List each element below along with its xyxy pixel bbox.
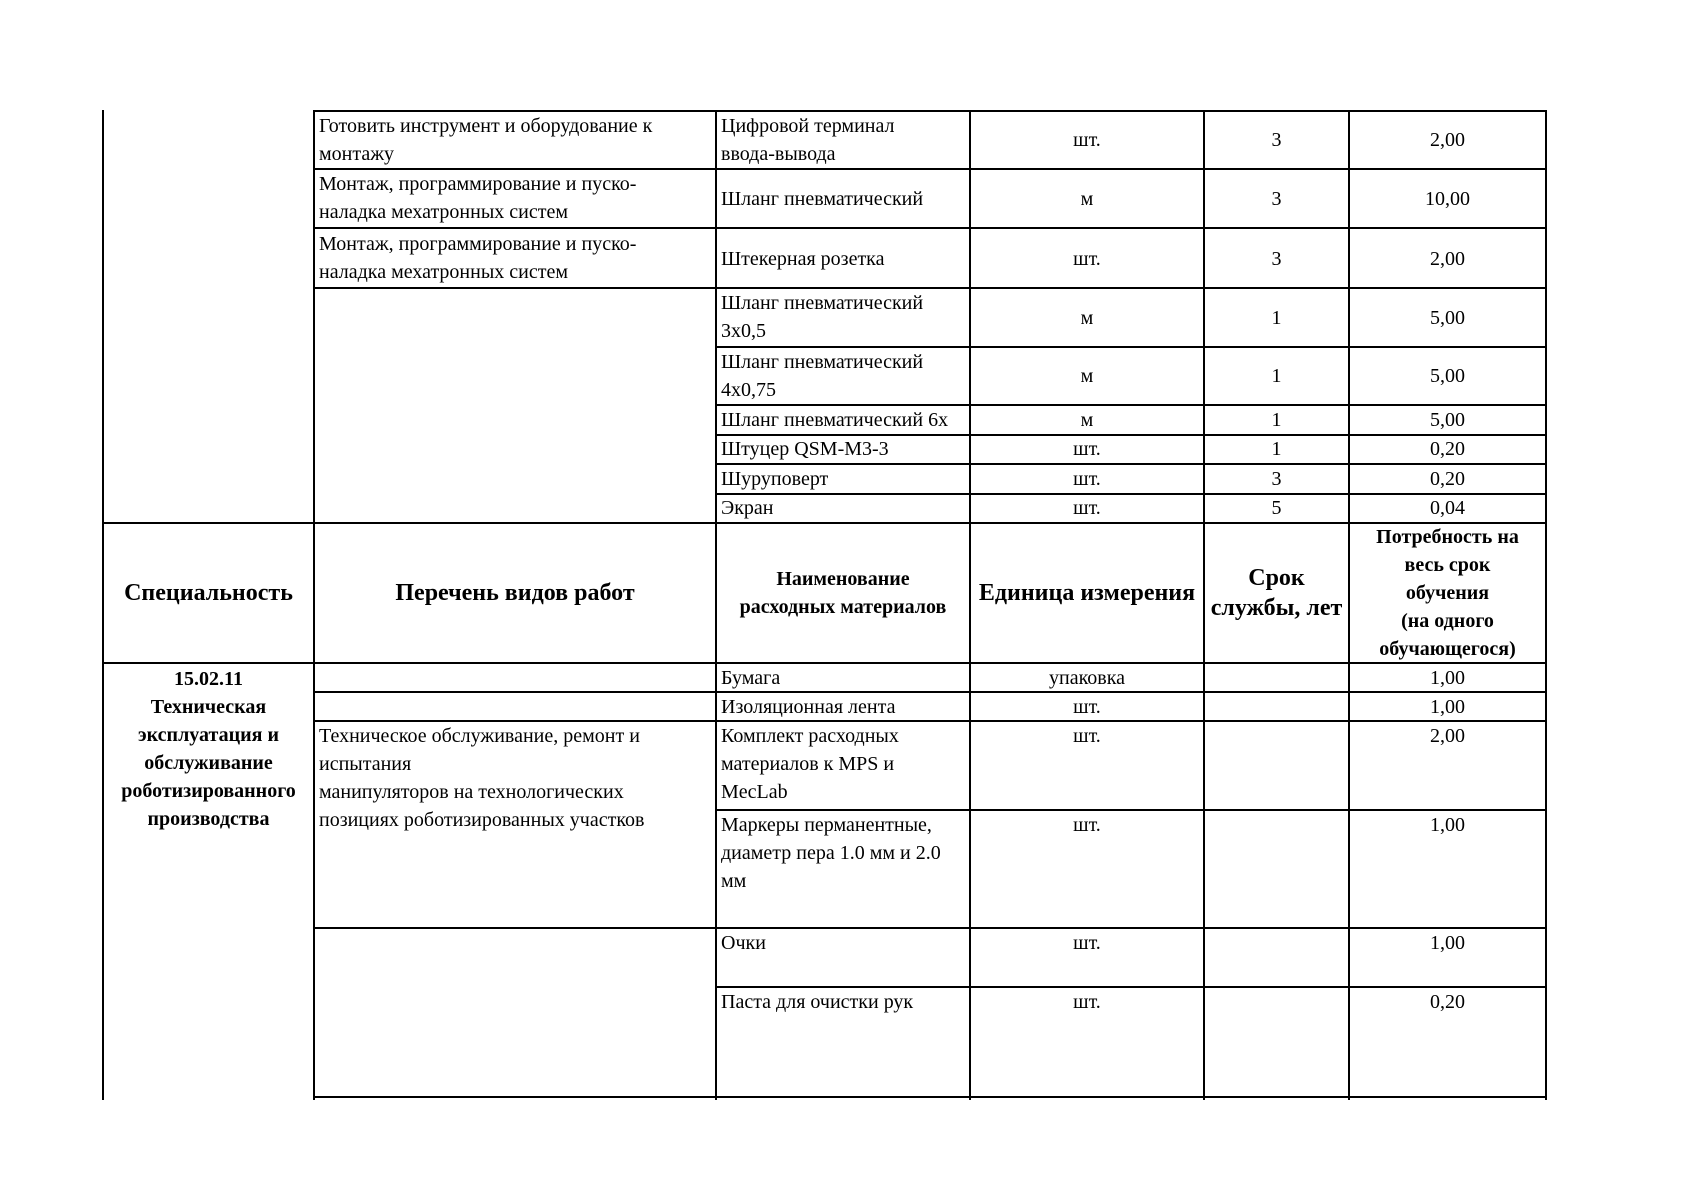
unit-cell: шт. [1073,932,1101,954]
header-service-life: Срок службы, лет [1210,565,1343,621]
specialty-cell: 15.02.11 Техническая эксплуатация и обслуживание роботизированного производства [121,668,296,830]
material-cell: Шуруповерт [721,468,829,490]
service-life-cell: 3 [1271,248,1282,270]
service-life-cell: 1 [1271,307,1282,329]
material-cell: Изоляционная лента [721,696,896,718]
unit-cell: шт. [1073,468,1101,490]
header-materials: Наименование расходных материалов [739,568,947,618]
header-work-types: Перечень видов работ [395,580,635,606]
unit-cell: шт. [1073,438,1101,460]
service-life-cell: 3 [1271,129,1282,151]
material-cell: Очки [721,932,766,954]
need-cell: 10,00 [1425,188,1470,210]
header-unit: Единица измерения [978,580,1196,606]
need-cell: 2,00 [1430,129,1465,151]
need-cell: 0,20 [1430,438,1465,460]
unit-cell: шт. [1073,991,1101,1013]
material-cell: Экран [721,497,774,519]
need-cell: 5,00 [1430,409,1465,431]
need-cell: 0,04 [1430,497,1465,519]
need-cell: 5,00 [1430,365,1465,387]
need-cell: 1,00 [1430,932,1465,954]
material-cell: Цифровой терминал ввода-вывода [721,115,895,165]
material-cell: Шланг пневматический 6x [721,409,949,431]
unit-cell: шт. [1073,696,1101,718]
unit-cell: м [1080,188,1094,210]
material-cell: Паста для очистки рук [721,991,914,1013]
need-cell: 1,00 [1430,667,1465,689]
material-cell: Штекерная розетка [721,248,885,270]
material-cell: Шланг пневматический [721,188,924,210]
need-cell: 5,00 [1430,307,1465,329]
unit-cell: м [1080,365,1094,387]
material-cell: Шланг пневматический 3x0,5 [721,292,924,342]
unit-cell: м [1080,307,1094,329]
header-need: Потребность на весь срок обучения (на одного обучающегося) [1376,526,1519,660]
service-life-cell: 1 [1271,409,1282,431]
unit-cell: м [1080,409,1094,431]
unit-cell: шт. [1073,129,1101,151]
material-cell: Маркеры перманентные, диаметр пера 1.0 мм и 2.0 мм [721,814,941,892]
grid-line [313,227,1547,229]
header-specialty: Специальность [124,580,293,606]
service-life-cell: 1 [1271,365,1282,387]
unit-cell: шт. [1073,814,1101,836]
service-life-cell: 3 [1271,468,1282,490]
service-life-cell: 3 [1271,188,1282,210]
need-cell: 2,00 [1430,248,1465,270]
unit-cell: шт. [1073,248,1101,270]
work-type-cell: Монтаж, программирование и пуско- наладка мехатронных систем [319,173,637,223]
need-cell: 2,00 [1430,725,1465,747]
work-type-cell: Монтаж, программирование и пуско- наладка мехатронных систем [319,233,637,283]
material-cell: Бумага [721,667,781,689]
work-type-cell: Готовить инструмент и оборудование к монтажу [319,115,653,165]
material-cell: Комплект расходных материалов к MPS и MecLab [721,725,899,803]
service-life-cell: 1 [1271,438,1282,460]
unit-cell: упаковка [1048,667,1125,689]
material-cell: Штуцер QSM-M3-3 [721,438,889,460]
need-cell: 1,00 [1430,814,1465,836]
work-type-cell: Техническое обслуживание, ремонт и испытания манипуляторов на технологических позициях роботизированных участков [319,725,645,831]
material-cell: Шланг пневматический 4x0,75 [721,351,924,401]
need-cell: 1,00 [1430,696,1465,718]
grid-line [313,1096,1547,1098]
need-cell: 0,20 [1430,991,1465,1013]
unit-cell: шт. [1073,725,1101,747]
unit-cell: шт. [1073,497,1101,519]
service-life-cell: 5 [1271,497,1282,519]
grid-line [1545,110,1547,1100]
need-cell: 0,20 [1430,468,1465,490]
